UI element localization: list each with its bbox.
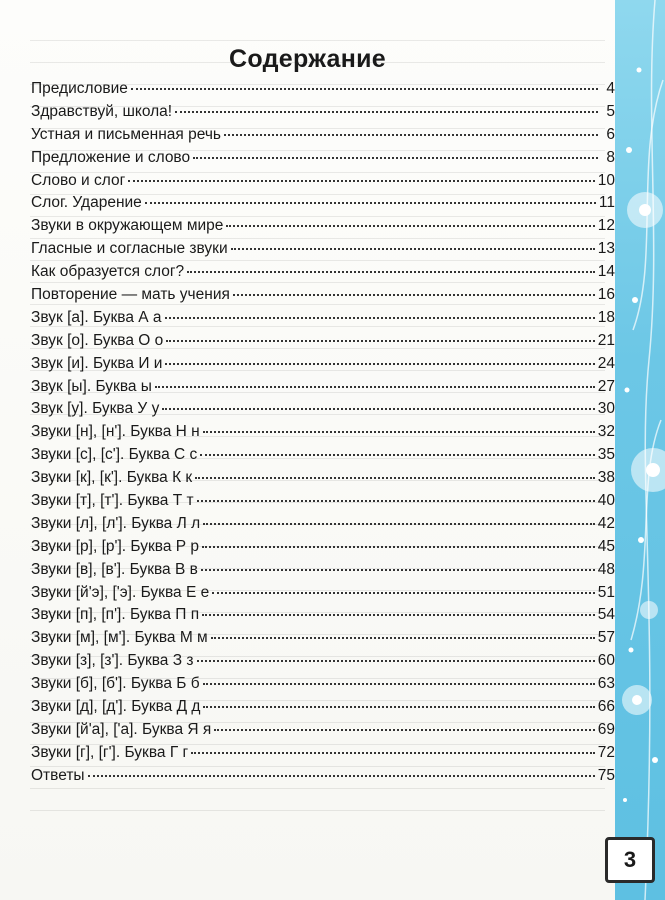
- toc-entry-label: Предложение и слово: [31, 148, 191, 166]
- table-of-contents: [31, 78, 615, 788]
- toc-entry: [31, 673, 615, 696]
- flower-illustration: [615, 0, 665, 900]
- toc-entry-page: 51: [597, 583, 615, 601]
- dot-leader: [131, 87, 598, 90]
- toc-entry-page: 18: [597, 308, 615, 326]
- toc-entry-page: 63: [597, 675, 615, 693]
- dot-leader: [231, 247, 595, 250]
- toc-entry-page: 38: [597, 469, 615, 487]
- toc-entry-label: Предисловие: [31, 80, 128, 97]
- toc-entry-page: 32: [597, 423, 615, 441]
- dot-leader: [165, 316, 595, 319]
- toc-entry-label: Звуки [н], [н']. Буква Н н: [31, 423, 200, 441]
- toc-entry-page: 42: [597, 514, 615, 532]
- toc-entry-page: 75: [597, 766, 615, 784]
- toc-entry: [31, 284, 615, 307]
- toc-entry-label: Звуки [й'э], ['э]. Буква Е е: [31, 583, 210, 601]
- toc-entry-label: Звук [о]. Буква О о: [31, 331, 164, 349]
- dot-leader: [214, 728, 594, 731]
- toc-entry-page: 72: [597, 743, 615, 761]
- toc-entry: [31, 421, 615, 444]
- toc-entry-page: 60: [597, 652, 615, 670]
- decorative-flower-border: [615, 0, 665, 900]
- toc-entry-label: Звуки [т], [т']. Буква Т т: [31, 492, 194, 510]
- toc-entry: [31, 627, 615, 650]
- toc-entry-label: Повторение — мать учения: [31, 286, 230, 304]
- toc-entry: [31, 719, 615, 742]
- toc-entry-page: 45: [597, 537, 615, 555]
- toc-entry: [31, 559, 615, 582]
- toc-entry-label: Звуки [п], [п']. Буква П п: [31, 606, 200, 624]
- toc-entry-label: Звуки в окружающем мире: [31, 217, 224, 235]
- toc-entry: [31, 490, 615, 513]
- toc-entry: [31, 170, 615, 193]
- dot-leader: [155, 385, 595, 388]
- toc-entry: [31, 376, 615, 399]
- dot-leader: [202, 545, 595, 548]
- dot-leader: [145, 201, 596, 204]
- toc-entry-page: 6: [606, 125, 615, 143]
- toc-entry-label: Гласные и согласные звуки: [31, 240, 228, 258]
- toc-entry: [31, 192, 615, 215]
- dot-leader: [162, 407, 594, 410]
- dot-leader: [187, 270, 595, 273]
- toc-entry-page: 4: [606, 80, 615, 97]
- toc-entry-label: Звук [у]. Буква У у: [31, 400, 160, 418]
- toc-entry-label: Ответы: [31, 766, 85, 784]
- toc-entry: [31, 330, 615, 353]
- toc-entry: [31, 742, 615, 765]
- toc-entry-label: Звуки [с], [с']. Буква С с: [31, 446, 198, 464]
- dot-leader: [197, 499, 595, 502]
- toc-entry-page: 35: [597, 446, 615, 464]
- dot-leader: [193, 156, 598, 159]
- toc-entry: [31, 444, 615, 467]
- dot-leader: [211, 636, 595, 639]
- toc-entry-label: Звуки [р], [р']. Буква Р р: [31, 537, 200, 555]
- toc-entry-page: 24: [597, 354, 615, 372]
- toc-entry: [31, 765, 615, 788]
- toc-entry: [31, 78, 615, 101]
- toc-entry-label: Звуки [д], [д']. Буква Д д: [31, 698, 201, 716]
- toc-entry-label: Слово и слог: [31, 171, 126, 189]
- toc-entry: [31, 215, 615, 238]
- dot-leader: [203, 705, 594, 708]
- toc-entry-page: 27: [597, 377, 615, 395]
- toc-entry-label: Звуки [з], [з']. Буква З з: [31, 652, 194, 670]
- dot-leader: [197, 659, 595, 662]
- dot-leader: [200, 453, 594, 456]
- dot-leader: [203, 430, 595, 433]
- toc-entry: [31, 582, 615, 605]
- toc-entry: [31, 353, 615, 376]
- toc-entry: [31, 101, 615, 124]
- dot-leader: [165, 362, 594, 365]
- toc-entry: [31, 696, 615, 719]
- toc-entry-page: 12: [597, 217, 615, 235]
- toc-entry-page: 8: [606, 148, 615, 166]
- toc-entry-page: 54: [597, 606, 615, 624]
- toc-entry-label: Звуки [г], [г']. Буква Г г: [31, 743, 189, 761]
- toc-entry-label: Звук [а]. Буква А а: [31, 308, 162, 326]
- toc-entry-page: 5: [606, 102, 615, 120]
- toc-entry: [31, 124, 615, 147]
- toc-entry-label: Звуки [й'а], ['а]. Буква Я я: [31, 720, 212, 738]
- dot-leader: [195, 476, 595, 479]
- toc-entry: [31, 238, 615, 261]
- toc-entry-label: Звуки [к], [к']. Буква К к: [31, 469, 193, 487]
- toc-entry-label: Звук [и]. Буква И и: [31, 354, 163, 372]
- toc-entry-page: 57: [597, 629, 615, 647]
- toc-entry-label: Как образуется слог?: [31, 263, 185, 281]
- dot-leader: [166, 339, 594, 342]
- page-number: 3: [605, 837, 655, 883]
- toc-entry-page: 69: [597, 720, 615, 738]
- toc-entry: [31, 307, 615, 330]
- toc-entry-label: Звук [ы]. Буква ы: [31, 377, 152, 395]
- toc-entry-label: Звуки [в], [в']. Буква В в: [31, 560, 198, 578]
- toc-entry-page: 21: [597, 331, 615, 349]
- toc-entry-page: 13: [597, 240, 615, 258]
- dot-leader: [175, 110, 598, 113]
- page-title: Содержание: [228, 45, 387, 73]
- toc-entry-label: Звуки [м], [м']. Буква М м: [31, 629, 208, 647]
- toc-entry-page: 40: [597, 492, 615, 510]
- dot-leader: [128, 179, 595, 182]
- dot-leader: [203, 522, 595, 525]
- dot-leader: [233, 293, 595, 296]
- dot-leader: [226, 224, 594, 227]
- toc-entry: [31, 261, 615, 284]
- dot-leader: [224, 133, 598, 136]
- toc-entry-label: Устная и письменная речь: [31, 125, 221, 143]
- toc-entry-page: 16: [597, 286, 615, 304]
- toc-entry: [31, 513, 615, 536]
- toc-entry: [31, 398, 615, 421]
- toc-entry-page: 10: [597, 171, 615, 189]
- toc-entry-label: Звуки [л], [л']. Буква Л л: [31, 514, 201, 532]
- dot-leader: [202, 613, 595, 616]
- toc-entry: [31, 604, 615, 627]
- toc-entry: [31, 650, 615, 673]
- toc-entry-page: 30: [597, 400, 615, 418]
- dot-leader: [88, 774, 595, 777]
- toc-entry-label: Здравствуй, школа!: [31, 102, 173, 120]
- toc-entry-page: 66: [597, 698, 615, 716]
- dot-leader: [203, 682, 595, 685]
- toc-entry-label: Слог. Ударение: [31, 194, 142, 212]
- toc-entry-label: Звуки [б], [б']. Буква Б б: [31, 675, 200, 693]
- toc-entry-page: 14: [597, 263, 615, 281]
- toc-entry: [31, 536, 615, 559]
- toc-entry-page: 11: [598, 194, 615, 212]
- toc-entry: [31, 467, 615, 490]
- toc-entry-page: 48: [597, 560, 615, 578]
- dot-leader: [191, 751, 595, 754]
- dot-leader: [212, 591, 595, 594]
- dot-leader: [201, 568, 595, 571]
- toc-entry: [31, 147, 615, 170]
